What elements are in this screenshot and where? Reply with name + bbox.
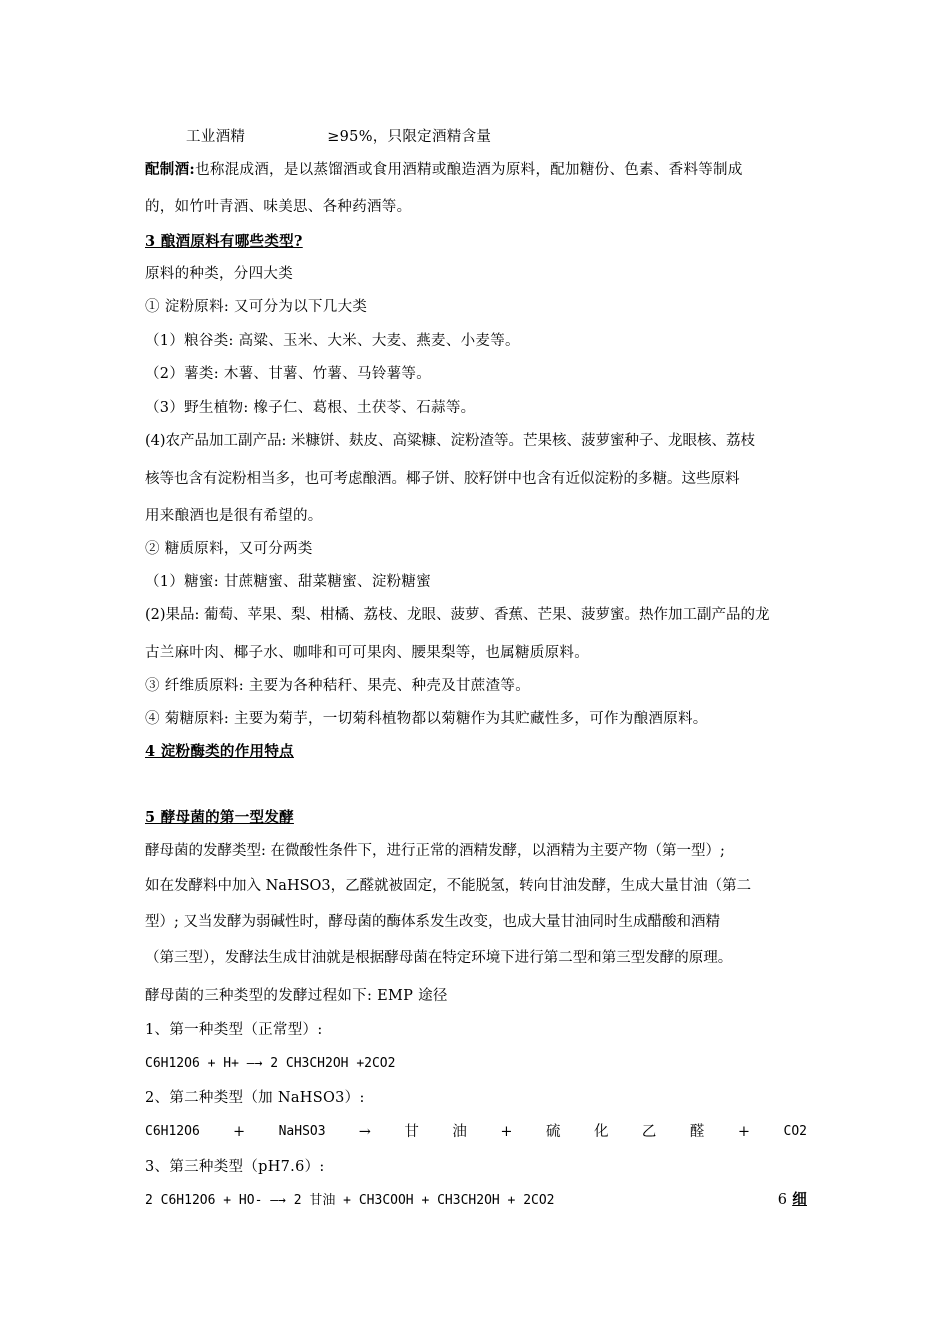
paragraph-line: 酵母菌的三种类型的发酵过程如下: EMP 途径 [145, 988, 448, 1004]
equation-number [778, 1190, 807, 1210]
eq2-token: + [500, 1124, 513, 1140]
section-heading-4: 4 淀粉酶类的作用特点 [145, 743, 294, 760]
paragraph-line: （3）野生植物: 橡子仁、葛根、土茯苓、石蒜等。 [145, 400, 476, 416]
paragraph-line: 用来酿酒也是很有希望的。 [145, 508, 323, 524]
blended-wine-def: 也称混成酒，是以蒸馏酒或食用酒精或酿造酒为原料，配加糖份、色素、香料等制成 [195, 162, 743, 178]
eq2-token: 化 [593, 1124, 609, 1140]
paragraph-line: 核等也含有淀粉相当多，也可考虑酿酒。椰子饼、胶籽饼中也含有近似淀粉的多糖。这些原料 [145, 471, 740, 487]
eq2-token: + [737, 1124, 751, 1140]
paragraph-line: 3、第三种类型（pH7.6）: [145, 1159, 325, 1175]
eq2-token: 乙 [641, 1124, 657, 1140]
paragraph-line: 古兰麻叶肉、椰子水、咖啡和可可果肉、腰果梨等，也属糖质原料。 [145, 645, 589, 661]
paragraph-line: ③ 纤维质原料: 主要为各种秸秆、果壳、种壳及甘蔗渣等。 [145, 678, 531, 694]
eq2-token: → [358, 1124, 372, 1140]
eq2-token: 甘 [404, 1124, 420, 1140]
paragraph-line: 2、第二种类型（加 NaHSO3）: [145, 1090, 365, 1106]
paragraph-line: 型）; 又当发酵为弱碱性时，酵母菌的酶体系发生改变，也成大量甘油同时生成醋酸和酒精 [145, 914, 720, 930]
eq2-token: 硫 [545, 1124, 561, 1140]
industrial-alcohol-line [186, 127, 848, 147]
section-heading-5: 5 酵母菌的第一型发酵 [145, 809, 294, 826]
paragraph-line: ④ 菊糖原料: 主要为菊芋，一切菊科植物都以菊糖作为其贮藏性多，可作为酿酒原料。 [145, 711, 708, 727]
paragraph-line: (4)农产品加工副产品: 米糠饼、麸皮、高粱糠、淀粉渣等。芒果核、菠萝蜜种子、龙眼核、荔枝 [145, 433, 756, 449]
next-heading-fragment: 细 [792, 1191, 807, 1208]
paragraph-line: （2）薯类: 木薯、甘薯、竹薯、马铃薯等。 [145, 366, 432, 382]
equation-type-3: 2 C6H12O6 + HO- —→ 2 甘油 + CH3COOH + CH3CH2OH + 2CO2 [145, 1193, 555, 1208]
paragraph-line: （1）粮谷类: 高粱、玉米、大米、大麦、燕麦、小麦等。 [145, 333, 520, 349]
eq2-token: 醛 [689, 1124, 705, 1140]
paragraph-line: ① 淀粉原料: 又可分为以下几大类 [145, 299, 368, 315]
eq2-token: + [232, 1124, 246, 1140]
blended-wine-term: 配制酒: [145, 161, 196, 178]
blended-wine-line [145, 160, 807, 180]
paragraph-line: 酵母菌的发酵类型: 在微酸性条件下，进行正常的酒精发酵，以酒精为主要产物（第一型）; [145, 843, 725, 859]
paragraph-line: （1）糖蜜: 甘蔗糖蜜、甜菜糖蜜、淀粉糖蜜 [145, 574, 432, 590]
paragraph-line: (2)果品: 葡萄、苹果、梨、柑橘、荔枝、龙眼、菠萝、香蕉、芒果、菠萝蜜。热作加工副产品的龙 [145, 607, 770, 623]
eq2-token: NaHSO3 [278, 1124, 326, 1139]
equation-type-1: C6H12O6 + H+ —→ 2 CH3CH2OH +2CO2 [145, 1056, 396, 1071]
section-heading-3: 3 酿酒原料有哪些类型? [145, 233, 303, 250]
eq2-token: 油 [452, 1124, 468, 1140]
equation-number-digit: 6 [777, 1192, 788, 1208]
paragraph-line: ② 糖质原料，又可分两类 [145, 541, 313, 557]
industrial-alcohol-spec: ≥95%，只限定酒精含量 [327, 129, 492, 145]
paragraph-line: 1、第一种类型（正常型）: [145, 1022, 323, 1038]
industrial-alcohol-term: 工业酒精 [186, 129, 246, 145]
eq2-token: CO2 [783, 1124, 807, 1139]
equation-type-2 [145, 1122, 807, 1142]
paragraph-line: 的，如竹叶青酒、味美思、各种药酒等。 [145, 199, 412, 215]
paragraph-line: 原料的种类，分四大类 [145, 266, 293, 282]
paragraph-line: 如在发酵料中加入 NaHSO3，乙醛就被固定，不能脱氢，转向甘油发酵，生成大量甘油（第二 [145, 878, 752, 894]
paragraph-line: （第三型），发酵法生成甘油就是根据酵母菌在特定环境下进行第二型和第三型发酵的原理。 [145, 950, 733, 966]
eq2-token: C6H12O6 [145, 1124, 200, 1139]
equation-type-3-line [145, 1190, 807, 1211]
